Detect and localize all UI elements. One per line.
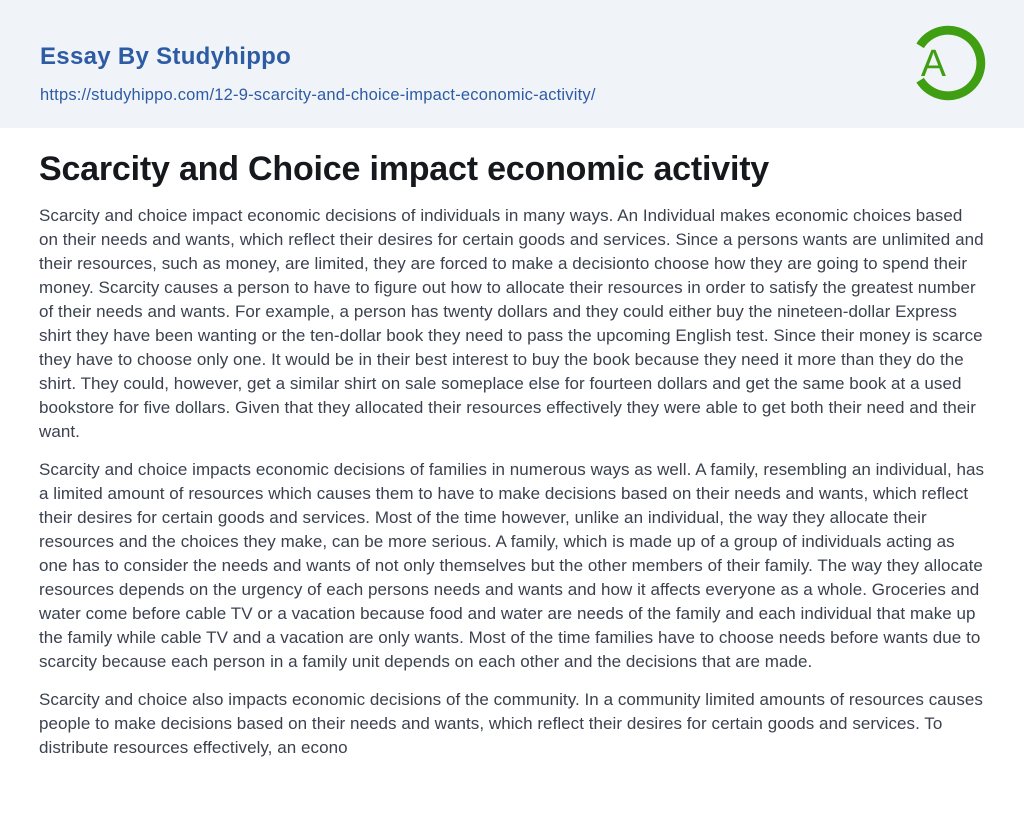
studyhippo-logo[interactable] (907, 21, 987, 105)
essay-paragraph-1: Scarcity and choice impact economic decisions of individuals in many ways. An Individual makes economic choices based on their needs and wants, which reflect their desires for certain goods and services. Since a persons wants are unlimited and their resources, such as money, are limited, they are forced to make a decisionto choose how they are going to spend their money. Scarcity causes a person to have to figure out how to allocate their resources in order to satisfy the greatest number of their needs and wants. For example, a person has twenty dollars and they could either buy the nineteen-dollar Express shirt they have been wanting or the ten-dollar book they need to pass the upcoming English test. Since their money is scarce they have to choose only one. It would be in their best interest to buy the book because they need it more than they do the shirt. They could, however, get a similar shirt on sale someplace else for fourteen dollars and get the same book at a used bookstore for five dollars. Given that they allocated their resources effectively they were able to get both their need and their want. (39, 206, 984, 441)
page-url-link[interactable]: https://studyhippo.com/12-9-scarcity-and-choice-impact-economic-activity/ (40, 85, 596, 104)
essay-content (0, 148, 1024, 760)
site-title: Essay By Studyhippo (40, 43, 292, 70)
page-header (0, 0, 1024, 128)
logo-letter: A (920, 41, 946, 84)
essay-title: Scarcity and Choice impact economic activity (39, 150, 770, 188)
essay-paragraph-3: Scarcity and choice also impacts economic decisions of the community. In a community limited amounts of resources causes people to make decisions based on their needs and wants, which reflect their desires for certain goods and services. To distribute resources effectively, an econo (39, 690, 983, 757)
studyhippo-logo-icon (907, 21, 987, 105)
essay-paragraph-2: Scarcity and choice impacts economic decisions of families in numerous ways as well. A family, resembling an individual, has a limited amount of resources which causes them to have to make decisions based on their needs and wants, which reflect their desires for certain goods and services. Most of the time however, unlike an individual, the way they allocate their resources and the choices they make, can be more serious. A family, which is made up of a group of individuals acting as one has to consider the needs and wants of not only themselves but the other members of their family. The way they allocate resources depends on the urgency of each persons needs and wants and how it affects everyone as a whole. Groceries and water come before cable TV or a vacation because food and water are needs of the family and each individual that make up the family while cable TV and a vacation are only wants. Most of the time families have to choose needs before wants due to scarcity because each person in a family unit depends on each other and the decisions that are made. (39, 460, 985, 671)
